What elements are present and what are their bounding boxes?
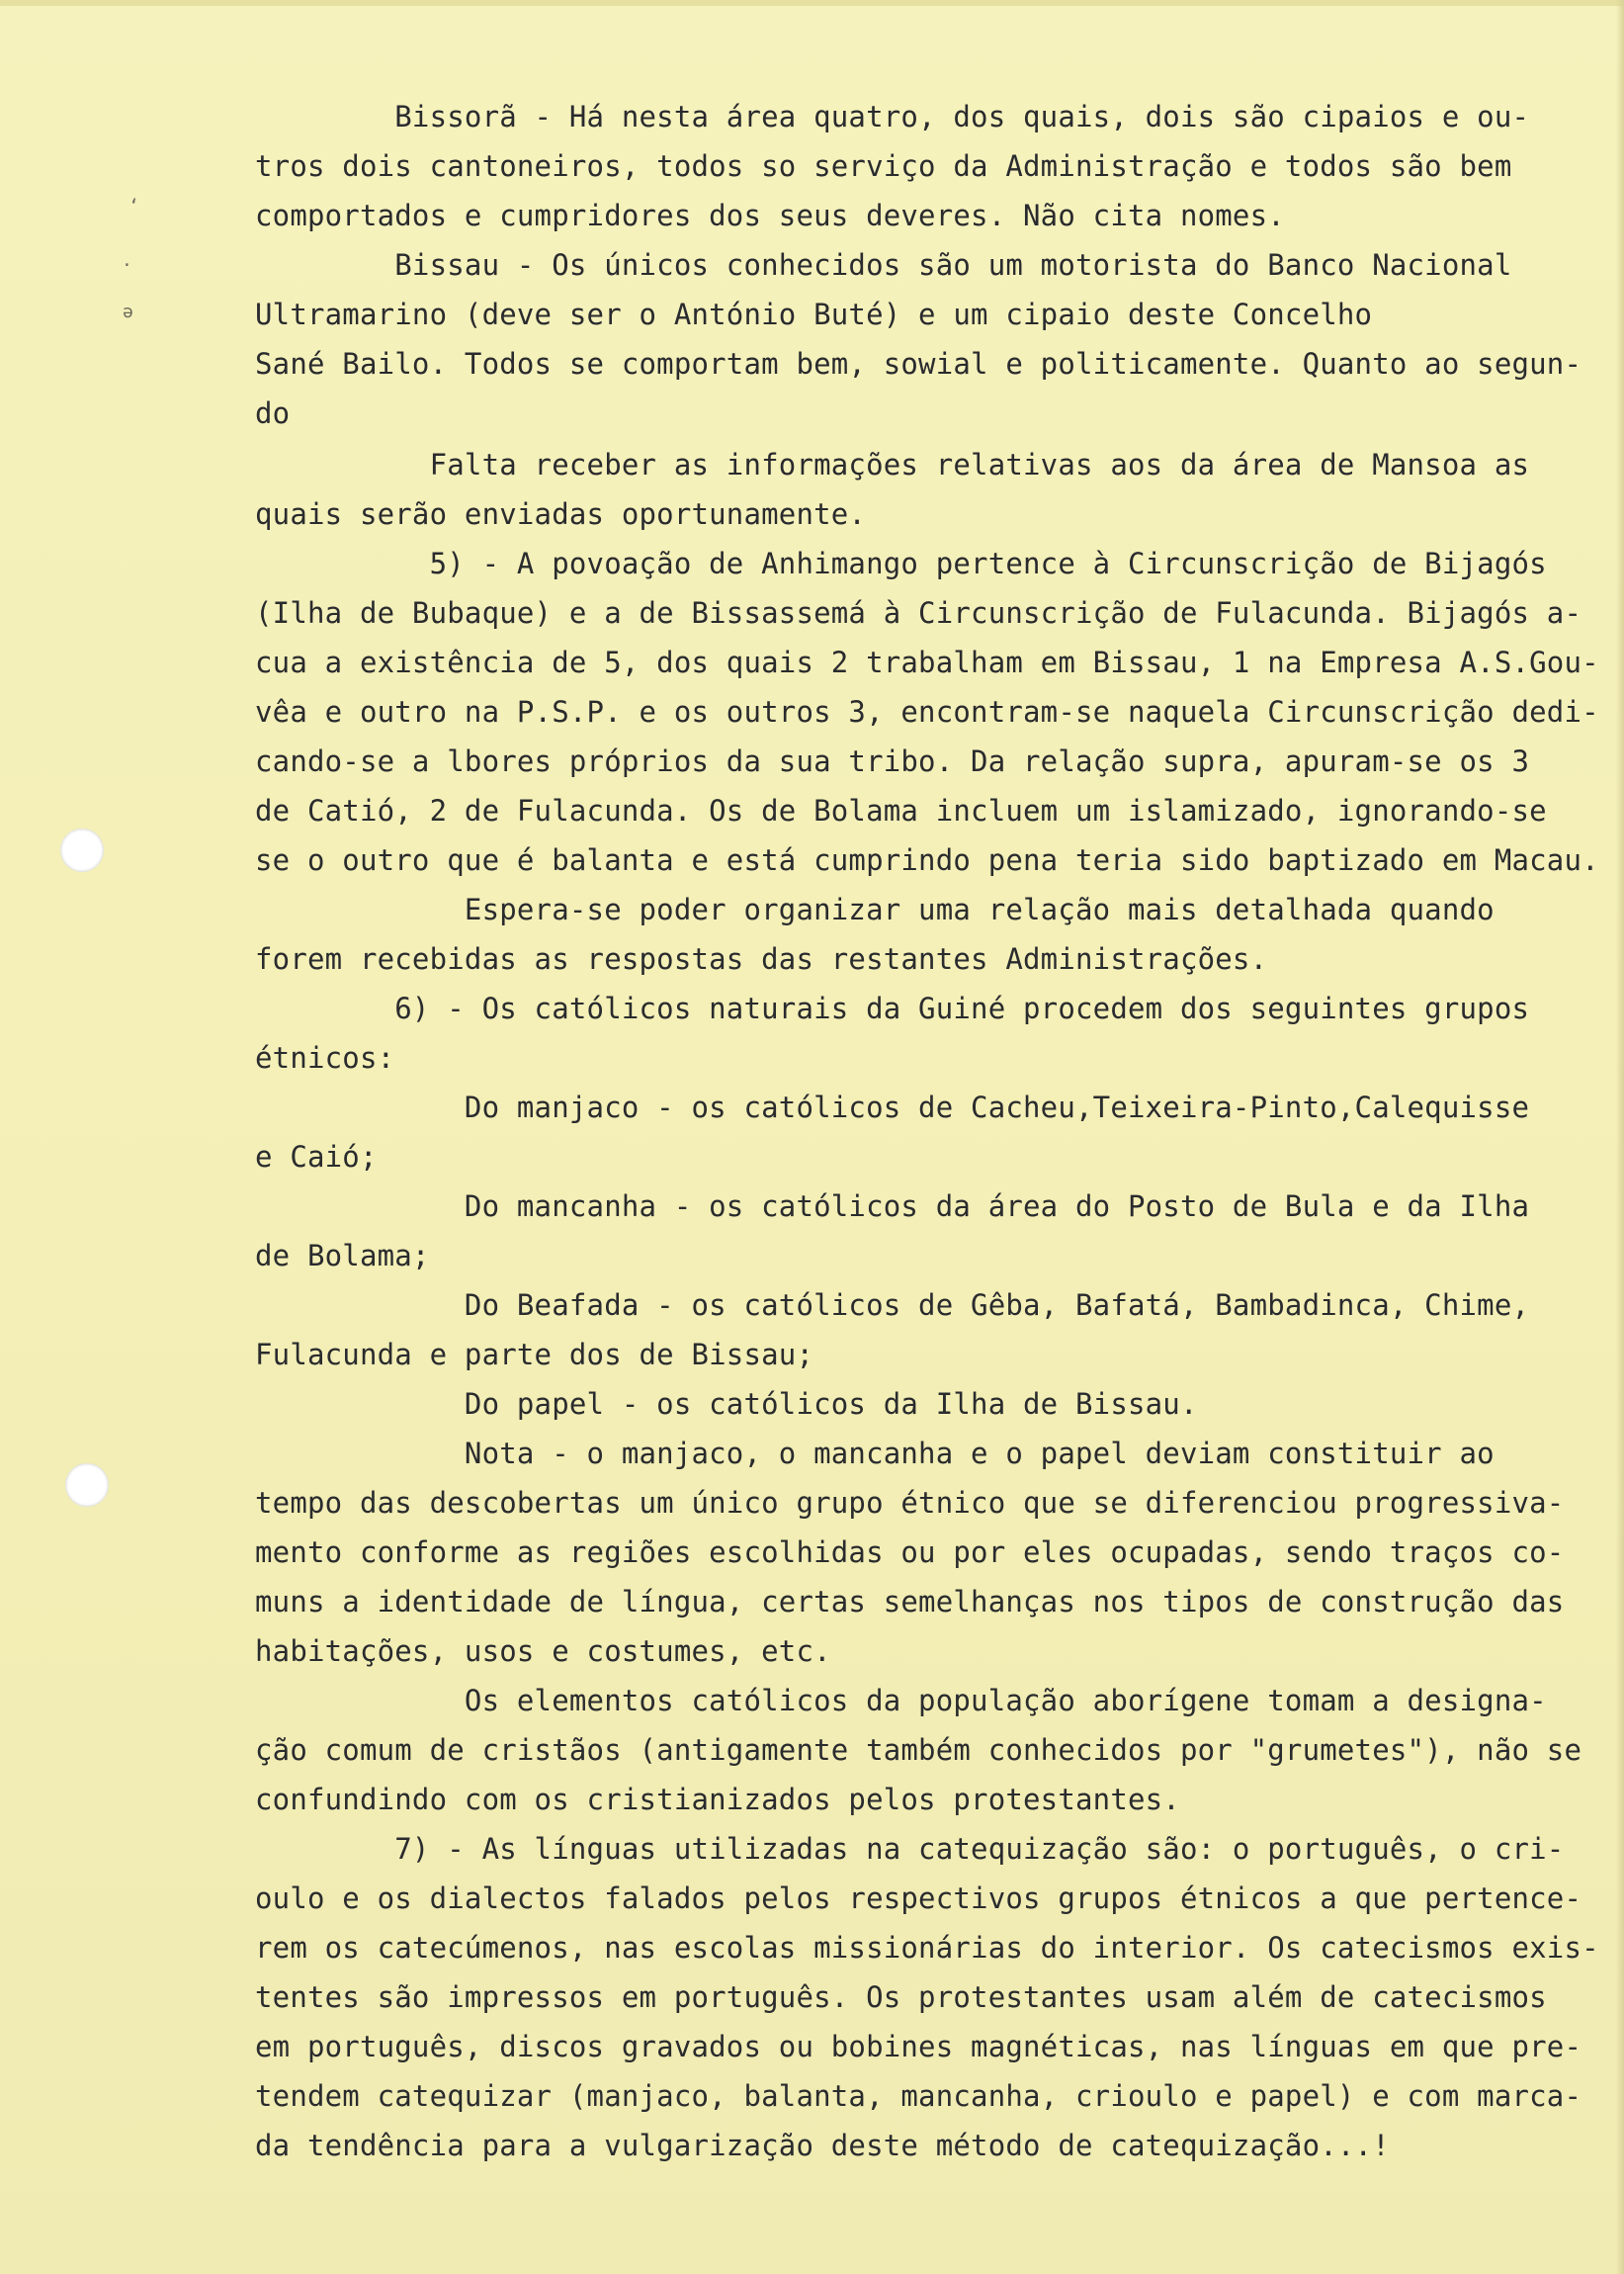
text-line: comportados e cumpridores dos seus deveres. Não cita nomes. xyxy=(255,199,1285,232)
text-line: tempo das descobertas um único grupo étnico que se diferenciou progressiva- xyxy=(255,1486,1565,1520)
text-line: tentes são impressos em português. Os protestantes usam além de catecismos xyxy=(255,1980,1547,2014)
text-line: de Bolama; xyxy=(255,1239,430,1272)
text-line: 7) - As línguas utilizadas na catequização são: o português, o cri- xyxy=(255,1832,1565,1866)
text-line: se o outro que é balanta e está cumprindo pena teria sido baptizado em Macau. xyxy=(255,843,1599,877)
text-line: cua a existência de 5, dos quais 2 trabalham em Bissau, 1 na Empresa A.S.Gou- xyxy=(255,646,1599,679)
text-line: rem os catecúmenos, nas escolas missionárias do interior. Os catecismos exis- xyxy=(255,1931,1599,1965)
text-line: Do mancanha - os católicos da área do Posto de Bula e da Ilha xyxy=(255,1189,1530,1223)
text-line: muns a identidade de língua, certas semelhanças nos tipos de construção das xyxy=(255,1585,1565,1618)
text-line: Do papel - os católicos da Ilha de Bissau. xyxy=(255,1387,1198,1421)
text-line: confundindo com os cristianizados pelos protestantes. xyxy=(255,1783,1180,1816)
text-line: em português, discos gravados ou bobines magnéticas, nas línguas em que pre- xyxy=(255,2030,1582,2063)
text-line: mento conforme as regiões escolhidas ou por eles ocupadas, sendo traços co- xyxy=(255,1535,1565,1569)
paper-top-edge xyxy=(0,0,1624,6)
text-line: Ultramarino (deve ser o António Buté) e um cipaio deste Concelho xyxy=(255,298,1373,331)
text-line: Do manjaco - os católicos de Cacheu,Teixeira-Pinto,Calequisse xyxy=(255,1091,1530,1124)
text-line: (Ilha de Bubaque) e a de Bissassemá à Circunscrição de Fulacunda. Bijagós a- xyxy=(255,596,1582,630)
text-line: Falta receber as informações relativas aos da área de Mansoa as xyxy=(255,448,1530,481)
margin-speck: ʻ xyxy=(128,196,139,217)
text-line: habitações, usos e costumes, etc. xyxy=(255,1634,831,1668)
text-line: 6) - Os católicos naturais da Guiné procedem dos seguintes grupos xyxy=(255,992,1530,1025)
text-line: de Catió, 2 de Fulacunda. Os de Bolama incluem um islamizado, ignorando-se xyxy=(255,794,1547,828)
text-line: do xyxy=(255,396,291,430)
text-line: Espera-se poder organizar uma relação mais detalhada quando xyxy=(255,893,1495,926)
text-line: oulo e os dialectos falados pelos respectivos grupos étnicos a que pertence- xyxy=(255,1881,1582,1915)
text-line: tros dois cantoneiros, todos so serviço da Administração e todos são bem xyxy=(255,149,1512,183)
text-line: 5) - A povoação de Anhimango pertence à Circunscrição de Bijagós xyxy=(255,547,1547,580)
text-line: étnicos: xyxy=(255,1041,395,1075)
text-line: Bissau - Os únicos conhecidos são um motorista do Banco Nacional xyxy=(255,248,1512,282)
text-line: da tendência para a vulgarização deste método de catequização...! xyxy=(255,2129,1390,2162)
text-line: cando-se a lbores próprios da sua tribo. Da relação supra, apuram-se os 3 xyxy=(255,744,1530,778)
text-line: e Caió; xyxy=(255,1140,378,1174)
text-line: Sané Bailo. Todos se comportam bem, sowial e politicamente. Quanto ao segun- xyxy=(255,347,1582,381)
text-line: vêa e outro na P.S.P. e os outros 3, encontram-se naquela Circunscrição dedi- xyxy=(255,695,1599,729)
punch-hole-upper xyxy=(60,829,104,872)
punch-hole-lower xyxy=(65,1463,109,1507)
margin-speck: ə xyxy=(123,302,133,322)
text-line: Do Beafada - os católicos de Gêba, Bafatá, Bambadinca, Chime, xyxy=(255,1288,1530,1322)
margin-speck: · xyxy=(122,255,132,276)
text-line: Fulacunda e parte dos de Bissau; xyxy=(255,1338,814,1371)
text-line: forem recebidas as respostas das restantes Administrações. xyxy=(255,942,1268,976)
text-line: Nota - o manjaco, o mancanha e o papel deviam constituir ao xyxy=(255,1437,1495,1470)
text-line: ção comum de cristãos (antigamente também conhecidos por "grumetes"), não se xyxy=(255,1733,1582,1767)
text-line: Bissorã - Há nesta área quatro, dos quais, dois são cipaios e ou- xyxy=(255,100,1530,133)
text-line: tendem catequizar (manjaco, balanta, mancanha, crioulo e papel) e com marca- xyxy=(255,2079,1582,2113)
text-line: Os elementos católicos da população aborígene tomam a designa- xyxy=(255,1684,1547,1717)
text-line: quais serão enviadas oportunamente. xyxy=(255,497,867,531)
paper-right-edge xyxy=(1616,0,1624,2274)
